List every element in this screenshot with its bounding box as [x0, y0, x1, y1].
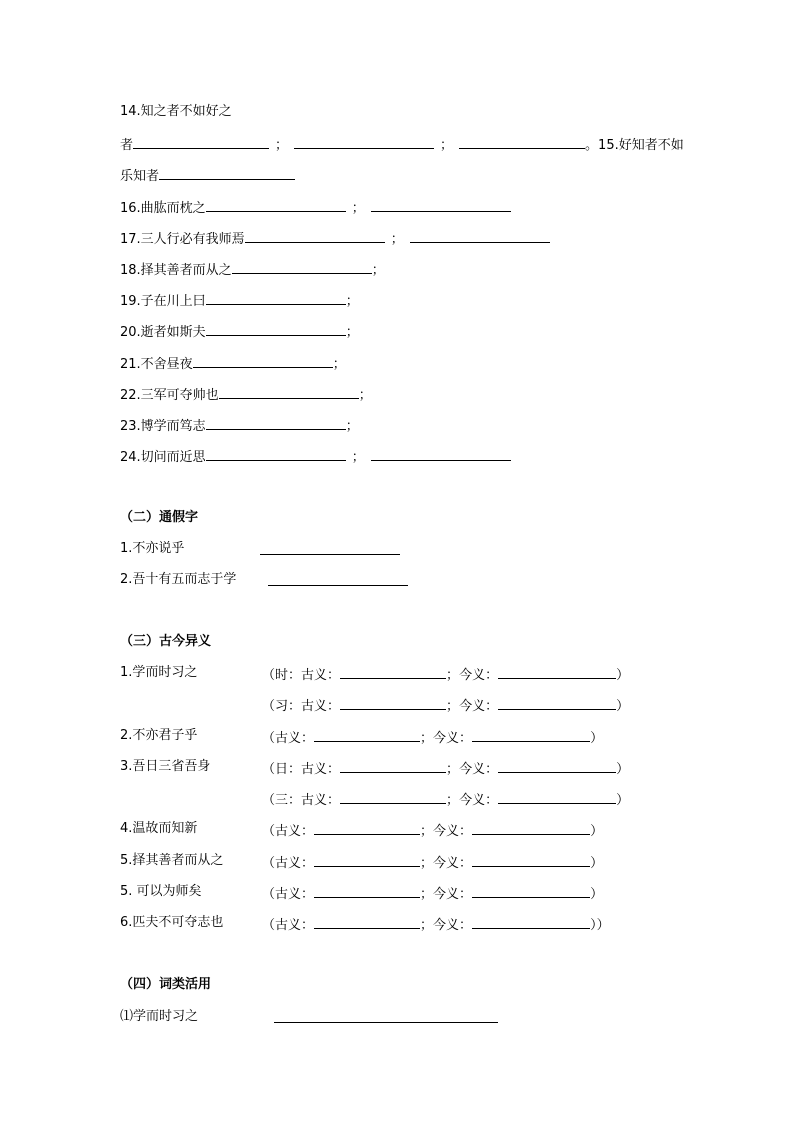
answer-blank[interactable] [314, 915, 420, 929]
answer-blank[interactable] [340, 759, 446, 773]
item-22 [120, 385, 372, 404]
separator: ； [446, 793, 460, 808]
answer-blank[interactable] [410, 229, 550, 243]
tongjia-item-1-answer [260, 541, 400, 560]
close-paren: ） [616, 793, 630, 808]
word-char: 日： [275, 762, 302, 777]
gujin-item-2 [262, 728, 603, 747]
section-heading-gujinyiyi: （三）古今异义 [120, 634, 212, 649]
separator: ； [345, 419, 359, 434]
open-paren: （ [262, 887, 276, 902]
open-paren: （ [262, 856, 276, 871]
gu-label: 古义： [301, 762, 341, 777]
item-label: 17.三人行必有我师焉 [120, 232, 245, 247]
close-paren: ） [590, 731, 604, 746]
separator: ； [345, 294, 359, 309]
close-paren: ） [590, 824, 604, 839]
item-24 [120, 447, 511, 466]
separator: ； [371, 263, 385, 278]
gu-label: 古义： [301, 699, 341, 714]
item-label: 22.三军可夺帅也 [120, 388, 219, 403]
jin-label: 今义： [433, 824, 473, 839]
item-15-prefix: 乐知者 [120, 169, 160, 184]
gu-label: 古义： [275, 887, 315, 902]
answer-blank[interactable] [294, 135, 434, 149]
gujin-item-1-xi [262, 696, 629, 715]
separator: ； [440, 138, 454, 153]
answer-blank[interactable] [193, 354, 333, 368]
gujin-item-1-label: 1.学而时习之 [120, 665, 198, 680]
answer-blank[interactable] [314, 884, 420, 898]
section-heading-cileihuoyong: （四）词类活用 [120, 977, 212, 992]
open-paren: （ [262, 699, 276, 714]
separator: ； [420, 824, 434, 839]
separator: ； [275, 138, 289, 153]
open-paren: （ [262, 668, 276, 683]
jin-label: 今义： [433, 731, 473, 746]
gujin-item-5-label: 5.择其善者而从之 [120, 853, 224, 868]
answer-blank[interactable] [314, 853, 420, 867]
item-label: 16.曲肱而枕之 [120, 201, 206, 216]
gujin-item-5b [262, 884, 603, 903]
gujin-item-6 [262, 915, 610, 934]
answer-blank[interactable] [274, 1009, 498, 1023]
answer-blank[interactable] [340, 665, 446, 679]
item-20 [120, 322, 359, 341]
separator: ； [358, 388, 372, 403]
item-23 [120, 416, 359, 435]
tongjia-item-1-label: 1.不亦说乎 [120, 541, 185, 556]
item-label: 19.子在川上曰 [120, 294, 206, 309]
separator: ； [351, 450, 365, 465]
item-17 [120, 229, 550, 248]
gu-label: 古义： [275, 731, 315, 746]
answer-blank[interactable] [498, 759, 616, 773]
answer-blank[interactable] [133, 135, 269, 149]
jin-label: 今义： [433, 856, 473, 871]
item-15-line [120, 166, 295, 185]
huoyong-item-1-label: ⑴学而时习之 [120, 1009, 199, 1024]
answer-blank[interactable] [371, 198, 511, 212]
separator: ； [420, 918, 434, 933]
section-heading-tongjiazi: （二）通假字 [120, 510, 199, 525]
gujin-item-5 [262, 853, 603, 872]
answer-blank[interactable] [472, 884, 590, 898]
separator: ； [420, 856, 434, 871]
item-14-line1: 14.知之者不如好之 [120, 104, 232, 119]
answer-blank[interactable] [498, 696, 616, 710]
word-char: 习： [275, 699, 302, 714]
item-label: 18.择其善者而从之 [120, 263, 232, 278]
answer-blank[interactable] [206, 447, 346, 461]
item-label: 20.逝者如斯夫 [120, 325, 206, 340]
answer-blank[interactable] [219, 385, 359, 399]
answer-blank[interactable] [260, 541, 400, 555]
gu-label: 古义： [275, 918, 315, 933]
separator: ； [351, 201, 365, 216]
open-paren: （ [262, 793, 276, 808]
item-label: 21.不舍昼夜 [120, 357, 193, 372]
separator: ； [446, 762, 460, 777]
jin-label: 今义： [459, 762, 499, 777]
jin-label: 今义： [459, 668, 499, 683]
jin-label: 今义： [459, 699, 499, 714]
answer-blank[interactable] [498, 665, 616, 679]
close-paren: ） [616, 668, 630, 683]
item-15-start: 。15.好知者不如 [585, 138, 684, 153]
gujin-item-2-label: 2.不亦君子乎 [120, 728, 198, 743]
tongjia-item-2-answer [268, 572, 408, 591]
answer-blank[interactable] [498, 790, 616, 804]
gujin-item-3-ri [262, 759, 629, 778]
close-paren: ） [616, 699, 630, 714]
item-14-line2 [120, 135, 684, 154]
gu-label: 古义： [301, 668, 341, 683]
gu-label: 古义： [275, 824, 315, 839]
item-14-prefix: 者 [120, 138, 134, 153]
separator: ； [332, 357, 346, 372]
answer-blank[interactable] [340, 790, 446, 804]
gujin-item-3-label: 3.吾日三省吾身 [120, 759, 211, 774]
word-char: 三： [275, 793, 302, 808]
answer-blank[interactable] [472, 853, 590, 867]
answer-blank[interactable] [268, 572, 408, 586]
gujin-item-4-label: 4.温故而知新 [120, 821, 198, 836]
close-paren: ） [590, 887, 604, 902]
word-char: 时： [275, 668, 302, 683]
separator: ； [420, 731, 434, 746]
item-label: 24.切问而近思 [120, 450, 206, 465]
jin-label: 今义： [433, 918, 473, 933]
separator: ； [390, 232, 404, 247]
gujin-item-1-shi [262, 665, 629, 684]
item-label: 23.博学而笃志 [120, 419, 206, 434]
separator: ； [345, 325, 359, 340]
answer-blank[interactable] [159, 166, 295, 180]
tongjia-item-2-label: 2.吾十有五而志于学 [120, 572, 237, 587]
answer-blank[interactable] [206, 416, 346, 430]
gu-label: 古义： [301, 793, 341, 808]
answer-blank[interactable] [459, 135, 585, 149]
jin-label: 今义： [459, 793, 499, 808]
open-paren: （ [262, 918, 276, 933]
separator: ； [446, 668, 460, 683]
answer-blank[interactable] [472, 821, 590, 835]
answer-blank[interactable] [245, 229, 385, 243]
answer-blank[interactable] [340, 696, 446, 710]
answer-blank[interactable] [472, 915, 590, 929]
item-16 [120, 198, 511, 217]
answer-blank[interactable] [232, 260, 372, 274]
gu-label: 古义： [275, 856, 315, 871]
answer-blank[interactable] [314, 728, 420, 742]
answer-blank[interactable] [472, 728, 590, 742]
answer-blank[interactable] [206, 291, 346, 305]
separator: ； [420, 887, 434, 902]
item-21 [120, 354, 346, 373]
answer-blank[interactable] [206, 198, 346, 212]
gujin-item-6-label: 6.匹夫不可夺志也 [120, 915, 224, 930]
gujin-item-3-san [262, 790, 629, 809]
answer-blank[interactable] [206, 322, 346, 336]
close-paren: ） [616, 762, 630, 777]
open-paren: （ [262, 731, 276, 746]
open-paren: （ [262, 824, 276, 839]
answer-blank[interactable] [371, 447, 511, 461]
answer-blank[interactable] [314, 821, 420, 835]
open-paren: （ [262, 762, 276, 777]
separator: ； [446, 699, 460, 714]
close-paren-double: ）） [590, 918, 610, 933]
huoyong-item-1-answer [274, 1009, 498, 1028]
jin-label: 今义： [433, 887, 473, 902]
gujin-item-5b-label: 5. 可以为师矣 [120, 884, 202, 899]
item-18 [120, 260, 385, 279]
gujin-item-4 [262, 821, 603, 840]
close-paren: ） [590, 856, 604, 871]
item-19 [120, 291, 359, 310]
